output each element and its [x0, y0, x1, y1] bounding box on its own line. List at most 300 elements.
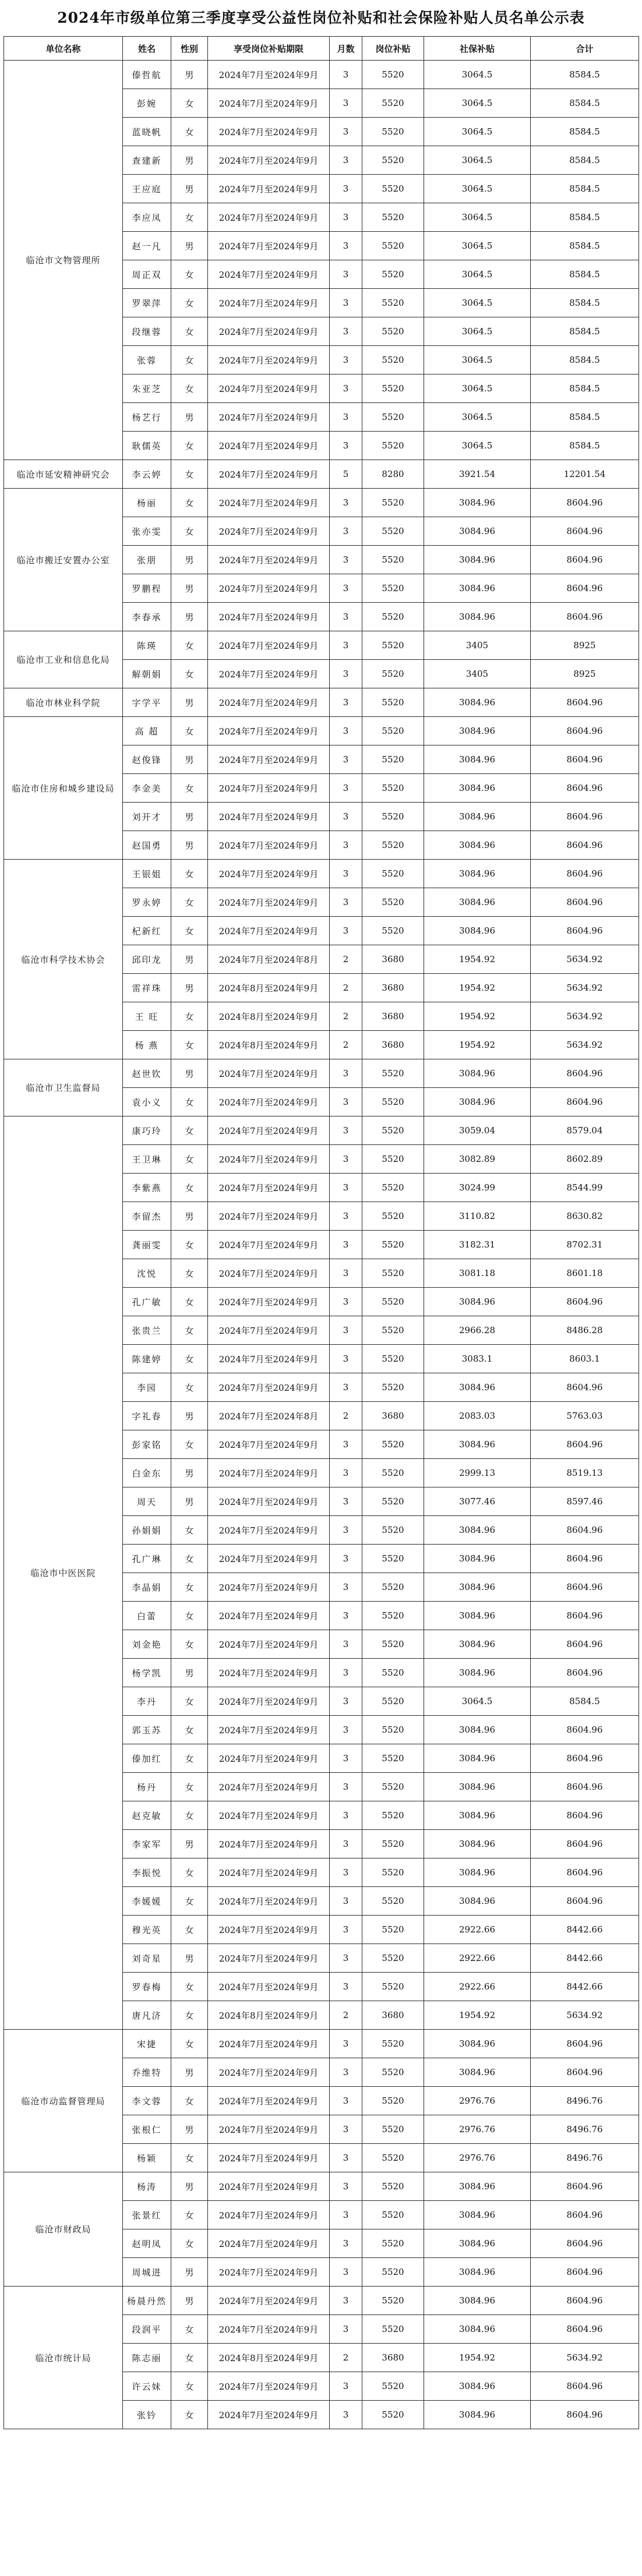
gender: 女 [171, 374, 208, 403]
subsidy-period: 2024年7月至2024年9月 [208, 2058, 330, 2087]
subsidy-period: 2024年7月至2024年9月 [208, 2201, 330, 2229]
subsidy-period: 2024年7月至2024年9月 [208, 603, 330, 631]
post-subsidy: 5520 [362, 688, 424, 717]
gender: 男 [171, 1487, 208, 1516]
insurance-subsidy: 3064.5 [424, 260, 531, 289]
subsidy-period: 2024年7月至2024年9月 [208, 175, 330, 203]
gender: 男 [171, 945, 208, 974]
person-name: 傣加红 [123, 1744, 171, 1773]
person-name: 杨涛 [123, 2172, 171, 2201]
subsidy-period: 2024年7月至2024年9月 [208, 2372, 330, 2401]
total: 8604.96 [531, 1773, 639, 1801]
gender: 男 [171, 803, 208, 831]
total: 8604.96 [531, 546, 639, 574]
total: 8604.96 [531, 1830, 639, 1858]
gender: 女 [171, 1773, 208, 1801]
gender: 女 [171, 1887, 208, 1916]
months: 2 [330, 1002, 362, 1031]
post-subsidy: 5520 [362, 374, 424, 403]
insurance-subsidy: 3110.82 [424, 1202, 531, 1231]
total: 8604.96 [531, 574, 639, 603]
months: 3 [330, 232, 362, 260]
person-name: 穆光英 [123, 1916, 171, 1944]
person-name: 罗永婷 [123, 888, 171, 917]
months: 3 [330, 2201, 362, 2229]
post-subsidy: 5520 [362, 61, 424, 89]
insurance-subsidy: 3064.5 [424, 118, 531, 146]
subsidy-period: 2024年7月至2024年9月 [208, 860, 330, 888]
total: 8604.96 [531, 860, 639, 888]
insurance-subsidy: 1954.92 [424, 2344, 531, 2372]
gender: 女 [171, 1259, 208, 1288]
gender: 女 [171, 489, 208, 517]
insurance-subsidy: 2999.13 [424, 1459, 531, 1487]
months: 3 [330, 2258, 362, 2287]
subsidy-period: 2024年7月至2024年9月 [208, 831, 330, 860]
subsidy-period: 2024年7月至2024年9月 [208, 1773, 330, 1801]
person-name: 李媛媛 [123, 1887, 171, 1916]
person-name: 字礼春 [123, 1402, 171, 1430]
header-months: 月数 [330, 37, 362, 61]
gender: 女 [171, 2401, 208, 2429]
subsidy-period: 2024年7月至2024年9月 [208, 774, 330, 803]
person-name: 唐凡济 [123, 2001, 171, 2030]
total: 8602.89 [531, 1145, 639, 1174]
subsidy-period: 2024年7月至2024年9月 [208, 403, 330, 432]
insurance-subsidy: 2976.76 [424, 2144, 531, 2172]
post-subsidy: 5520 [362, 175, 424, 203]
months: 3 [330, 888, 362, 917]
table-body [4, 61, 639, 2429]
insurance-subsidy: 3084.96 [424, 745, 531, 774]
insurance-subsidy: 1954.92 [424, 1002, 531, 1031]
person-name: 杨 燕 [123, 1031, 171, 1059]
gender: 女 [171, 1145, 208, 1174]
gender: 女 [171, 1116, 208, 1145]
person-name: 李金美 [123, 774, 171, 803]
total: 8584.5 [531, 289, 639, 317]
months: 5 [330, 460, 362, 489]
post-subsidy: 3680 [362, 1002, 424, 1031]
subsidy-period: 2024年7月至2024年9月 [208, 1373, 330, 1402]
months: 3 [330, 574, 362, 603]
gender: 男 [171, 1202, 208, 1231]
subsidy-period: 2024年7月至2024年9月 [208, 1174, 330, 1202]
gender: 女 [171, 317, 208, 346]
post-subsidy: 5520 [362, 2258, 424, 2287]
months: 3 [330, 1459, 362, 1487]
table-row [4, 1116, 639, 1145]
months: 3 [330, 2372, 362, 2401]
total: 8604.96 [531, 1516, 639, 1545]
total: 8604.96 [531, 2030, 639, 2058]
post-subsidy: 5520 [362, 1858, 424, 1887]
insurance-subsidy: 3182.31 [424, 1231, 531, 1259]
total: 5763.03 [531, 1402, 639, 1430]
insurance-subsidy: 3084.96 [424, 574, 531, 603]
subsidy-period: 2024年7月至2024年9月 [208, 2315, 330, 2344]
months: 3 [330, 89, 362, 118]
months: 3 [330, 1944, 362, 1973]
post-subsidy: 5520 [362, 831, 424, 860]
insurance-subsidy: 3084.96 [424, 1088, 531, 1116]
months: 3 [330, 1288, 362, 1316]
person-name: 傣哲航 [123, 61, 171, 89]
gender: 女 [171, 1630, 208, 1659]
total: 5634.92 [531, 1002, 639, 1031]
total: 8604.96 [531, 717, 639, 745]
months: 3 [330, 1659, 362, 1687]
subsidy-period: 2024年7月至2024年9月 [208, 1858, 330, 1887]
insurance-subsidy: 1954.92 [424, 1031, 531, 1059]
gender: 女 [171, 888, 208, 917]
person-name: 彭家铭 [123, 1430, 171, 1459]
subsidy-period: 2024年7月至2024年9月 [208, 574, 330, 603]
insurance-subsidy: 3082.89 [424, 1145, 531, 1174]
gender: 女 [171, 2344, 208, 2372]
total: 8584.5 [531, 260, 639, 289]
person-name: 袁小义 [123, 1088, 171, 1116]
insurance-subsidy: 3084.96 [424, 2372, 531, 2401]
subsidy-period: 2024年7月至2024年9月 [208, 917, 330, 945]
post-subsidy: 5520 [362, 1059, 424, 1088]
person-name: 蓝晓帆 [123, 118, 171, 146]
total: 8604.96 [531, 517, 639, 546]
months: 3 [330, 289, 362, 317]
total: 8604.96 [531, 1602, 639, 1630]
subsidy-period: 2024年7月至2024年9月 [208, 803, 330, 831]
insurance-subsidy: 3921.54 [424, 460, 531, 489]
insurance-subsidy: 3084.96 [424, 774, 531, 803]
post-subsidy: 5520 [362, 1316, 424, 1345]
subsidy-period: 2024年7月至2024年9月 [208, 1288, 330, 1316]
months: 3 [330, 1973, 362, 2001]
gender: 女 [171, 2201, 208, 2229]
total: 8584.5 [531, 432, 639, 460]
total: 8579.04 [531, 1116, 639, 1145]
gender: 女 [171, 774, 208, 803]
total: 8604.96 [531, 1430, 639, 1459]
months: 3 [330, 745, 362, 774]
total: 8604.96 [531, 1573, 639, 1602]
person-name: 赵克敏 [123, 1801, 171, 1830]
gender: 女 [171, 1602, 208, 1630]
subsidy-period: 2024年7月至2024年9月 [208, 89, 330, 118]
gender: 女 [171, 1430, 208, 1459]
post-subsidy: 5520 [362, 2315, 424, 2344]
total: 8702.31 [531, 1231, 639, 1259]
subsidy-period: 2024年7月至2024年9月 [208, 888, 330, 917]
person-name: 乔维特 [123, 2058, 171, 2087]
subsidy-period: 2024年7月至2024年9月 [208, 203, 330, 232]
total: 8604.96 [531, 2258, 639, 2287]
months: 3 [330, 1887, 362, 1916]
person-name: 陈志丽 [123, 2344, 171, 2372]
gender: 男 [171, 831, 208, 860]
subsidy-period: 2024年7月至2024年9月 [208, 260, 330, 289]
subsidy-period: 2024年7月至2024年9月 [208, 317, 330, 346]
person-name: 李云婷 [123, 460, 171, 489]
months: 3 [330, 1602, 362, 1630]
insurance-subsidy: 3084.96 [424, 803, 531, 831]
post-subsidy: 5520 [362, 2087, 424, 2115]
person-name: 王应庭 [123, 175, 171, 203]
subsidy-period: 2024年7月至2024年9月 [208, 1573, 330, 1602]
subsidy-period: 2024年7月至2024年9月 [208, 289, 330, 317]
insurance-subsidy: 2083.03 [424, 1402, 531, 1430]
total: 8496.76 [531, 2087, 639, 2115]
months: 3 [330, 688, 362, 717]
post-subsidy: 5520 [362, 1430, 424, 1459]
months: 3 [330, 1373, 362, 1402]
insurance-subsidy: 3081.18 [424, 1259, 531, 1288]
months: 3 [330, 374, 362, 403]
subsidy-period: 2024年7月至2024年9月 [208, 432, 330, 460]
total: 8584.5 [531, 403, 639, 432]
person-name: 孔广敏 [123, 1288, 171, 1316]
gender: 女 [171, 517, 208, 546]
person-name: 赵国勇 [123, 831, 171, 860]
total: 8604.96 [531, 803, 639, 831]
months: 3 [330, 660, 362, 688]
insurance-subsidy: 3064.5 [424, 89, 531, 118]
person-name: 杨艺行 [123, 403, 171, 432]
total: 8601.18 [531, 1259, 639, 1288]
post-subsidy: 5520 [362, 203, 424, 232]
subsidy-period: 2024年7月至2024年9月 [208, 2401, 330, 2429]
post-subsidy: 5520 [362, 546, 424, 574]
insurance-subsidy: 3084.96 [424, 917, 531, 945]
post-subsidy: 5520 [362, 774, 424, 803]
gender: 女 [171, 1288, 208, 1316]
total: 8486.28 [531, 1316, 639, 1345]
person-name: 陈建婷 [123, 1345, 171, 1373]
total: 8584.5 [531, 61, 639, 89]
subsidy-period: 2024年7月至2024年9月 [208, 2115, 330, 2144]
insurance-subsidy: 2922.66 [424, 1916, 531, 1944]
gender: 女 [171, 2030, 208, 2058]
subsidy-period: 2024年8月至2024年9月 [208, 2001, 330, 2030]
gender: 女 [171, 89, 208, 118]
subsidy-period: 2024年7月至2024年9月 [208, 1459, 330, 1487]
insurance-subsidy: 3084.96 [424, 546, 531, 574]
person-name: 高 超 [123, 717, 171, 745]
table-row [4, 631, 639, 660]
subsidy-period: 2024年7月至2024年8月 [208, 945, 330, 974]
person-name: 王银姐 [123, 860, 171, 888]
person-name: 赵世钦 [123, 1059, 171, 1088]
post-subsidy: 5520 [362, 489, 424, 517]
insurance-subsidy: 3084.96 [424, 603, 531, 631]
total: 8496.76 [531, 2144, 639, 2172]
person-name: 李文蓉 [123, 2087, 171, 2115]
post-subsidy: 5520 [362, 1516, 424, 1545]
post-subsidy: 3680 [362, 945, 424, 974]
insurance-subsidy: 3083.1 [424, 1345, 531, 1373]
subsidy-period: 2024年7月至2024年9月 [208, 1116, 330, 1145]
person-name: 李紫燕 [123, 1174, 171, 1202]
insurance-subsidy: 3084.96 [424, 1801, 531, 1830]
gender: 男 [171, 2258, 208, 2287]
gender: 女 [171, 118, 208, 146]
total: 8925 [531, 631, 639, 660]
post-subsidy: 5520 [362, 1973, 424, 2001]
post-subsidy: 5520 [362, 2201, 424, 2229]
insurance-subsidy: 2976.76 [424, 2087, 531, 2115]
gender: 女 [171, 1858, 208, 1887]
gender: 女 [171, 1545, 208, 1573]
subsidy-period: 2024年7月至2024年9月 [208, 1487, 330, 1516]
person-name: 周天 [123, 1487, 171, 1516]
total: 8604.96 [531, 1858, 639, 1887]
total: 8496.76 [531, 2115, 639, 2144]
person-name: 杨晨丹然 [123, 2287, 171, 2315]
person-name: 孔广琳 [123, 1545, 171, 1573]
gender: 女 [171, 2087, 208, 2115]
gender: 女 [171, 1744, 208, 1773]
unit-name: 临沧市财政局 [4, 2172, 123, 2287]
gender: 女 [171, 1973, 208, 2001]
total: 8584.5 [531, 232, 639, 260]
subsidy-period: 2024年7月至2024年9月 [208, 1516, 330, 1545]
months: 3 [330, 2115, 362, 2144]
months: 3 [330, 2087, 362, 2115]
insurance-subsidy: 3084.96 [424, 1659, 531, 1687]
person-name: 罗鹏程 [123, 574, 171, 603]
months: 2 [330, 1402, 362, 1430]
post-subsidy: 5520 [362, 403, 424, 432]
insurance-subsidy: 3064.5 [424, 289, 531, 317]
gender: 男 [171, 745, 208, 774]
subsidy-period: 2024年7月至2024年9月 [208, 1259, 330, 1288]
months: 3 [330, 860, 362, 888]
post-subsidy: 5520 [362, 1259, 424, 1288]
gender: 女 [171, 1687, 208, 1716]
insurance-subsidy: 3059.04 [424, 1116, 531, 1145]
header-name: 姓名 [123, 37, 171, 61]
subsidy-period: 2024年7月至2024年9月 [208, 460, 330, 489]
post-subsidy: 5520 [362, 2144, 424, 2172]
subsidy-period: 2024年7月至2024年9月 [208, 631, 330, 660]
months: 3 [330, 1716, 362, 1744]
insurance-subsidy: 3084.96 [424, 1887, 531, 1916]
post-subsidy: 5520 [362, 1602, 424, 1630]
total: 8597.46 [531, 1487, 639, 1516]
months: 3 [330, 346, 362, 374]
insurance-subsidy: 3084.96 [424, 2315, 531, 2344]
months: 3 [330, 2229, 362, 2258]
months: 3 [330, 1487, 362, 1516]
gender: 女 [171, 1316, 208, 1345]
total: 8442.66 [531, 1973, 639, 2001]
total: 8604.96 [531, 1088, 639, 1116]
months: 3 [330, 546, 362, 574]
total: 8604.96 [531, 1373, 639, 1402]
subsidy-period: 2024年8月至2024年9月 [208, 1031, 330, 1059]
insurance-subsidy: 3084.96 [424, 2401, 531, 2429]
insurance-subsidy: 2922.66 [424, 1944, 531, 1973]
insurance-subsidy: 3084.96 [424, 1516, 531, 1545]
months: 3 [330, 2315, 362, 2344]
post-subsidy: 5520 [362, 574, 424, 603]
post-subsidy: 5520 [362, 1630, 424, 1659]
months: 3 [330, 2401, 362, 2429]
unit-name: 临沧市统计局 [4, 2287, 123, 2429]
post-subsidy: 5520 [362, 917, 424, 945]
months: 3 [330, 917, 362, 945]
person-name: 刘金艳 [123, 1630, 171, 1659]
insurance-subsidy: 3084.96 [424, 1630, 531, 1659]
insurance-subsidy: 3084.96 [424, 2030, 531, 2058]
gender: 男 [171, 146, 208, 175]
months: 3 [330, 146, 362, 175]
subsidy-period: 2024年7月至2024年9月 [208, 1659, 330, 1687]
subsidy-period: 2024年7月至2024年9月 [208, 2258, 330, 2287]
person-name: 杨丽 [123, 489, 171, 517]
person-name: 邱印龙 [123, 945, 171, 974]
subsidy-period: 2024年7月至2024年9月 [208, 2087, 330, 2115]
person-name: 刘开才 [123, 803, 171, 831]
subsidy-period: 2024年7月至2024年9月 [208, 1145, 330, 1174]
person-name: 彭婉 [123, 89, 171, 118]
subsidy-period: 2024年7月至2024年9月 [208, 660, 330, 688]
months: 3 [330, 717, 362, 745]
post-subsidy: 8280 [362, 460, 424, 489]
months: 3 [330, 1573, 362, 1602]
total: 8604.96 [531, 1630, 639, 1659]
post-subsidy: 5520 [362, 1659, 424, 1687]
months: 3 [330, 831, 362, 860]
total: 8604.96 [531, 1716, 639, 1744]
post-subsidy: 3680 [362, 974, 424, 1002]
insurance-subsidy: 3084.96 [424, 717, 531, 745]
months: 3 [330, 1858, 362, 1887]
months: 3 [330, 403, 362, 432]
post-subsidy: 5520 [362, 289, 424, 317]
post-subsidy: 5520 [362, 1116, 424, 1145]
months: 3 [330, 1516, 362, 1545]
months: 3 [330, 1916, 362, 1944]
header-unit: 单位名称 [4, 37, 123, 61]
subsidy-period: 2024年7月至2024年9月 [208, 1687, 330, 1716]
table-row [4, 489, 639, 517]
total: 8604.96 [531, 2058, 639, 2087]
total: 8584.5 [531, 89, 639, 118]
person-name: 李丹 [123, 1687, 171, 1716]
insurance-subsidy: 3084.96 [424, 1602, 531, 1630]
insurance-subsidy: 3084.96 [424, 2258, 531, 2287]
person-name: 赵俊锋 [123, 745, 171, 774]
gender: 男 [171, 175, 208, 203]
post-subsidy: 5520 [362, 2115, 424, 2144]
person-name: 李园 [123, 1373, 171, 1402]
subsidy-period: 2024年7月至2024年9月 [208, 1202, 330, 1231]
total: 8604.96 [531, 688, 639, 717]
total: 8584.5 [531, 317, 639, 346]
post-subsidy: 5520 [362, 1288, 424, 1316]
person-name: 郭玉苏 [123, 1716, 171, 1744]
total: 8442.66 [531, 1916, 639, 1944]
insurance-subsidy: 3084.96 [424, 1430, 531, 1459]
insurance-subsidy: 2966.28 [424, 1316, 531, 1345]
months: 3 [330, 774, 362, 803]
unit-name: 临沧市文物管理所 [4, 61, 123, 460]
person-name: 李家军 [123, 1830, 171, 1858]
gender: 男 [171, 1830, 208, 1858]
gender: 男 [171, 1944, 208, 1973]
person-name: 康巧玲 [123, 1116, 171, 1145]
gender: 男 [171, 603, 208, 631]
